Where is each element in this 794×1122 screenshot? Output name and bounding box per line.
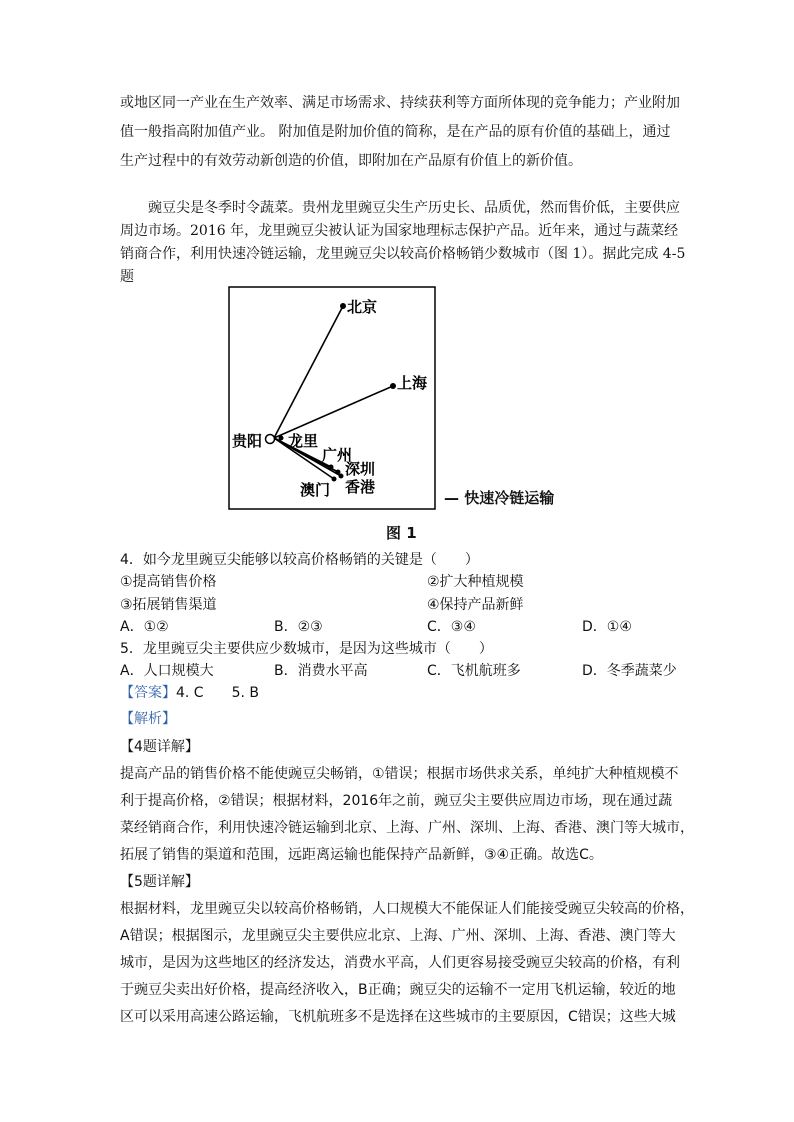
q4-option-c: C．③④ <box>427 619 476 635</box>
answer-label: 【答案】 <box>120 685 176 701</box>
guiyang-dot <box>266 435 275 444</box>
intro-line-3: 生产过程中的有效劳动新创造的价值，即附加在产品原有价值上的新价值。 <box>120 153 582 169</box>
q4-statement-4: ④保持产品新鲜 <box>427 597 524 613</box>
answer-line <box>120 682 259 702</box>
d4-line-2: 利于提高价格，②错误；根据材料，2016年之前，豌豆尖主要供应周边市场，现在通过蔬 <box>120 793 673 809</box>
route-shanghai <box>274 386 393 438</box>
route-beijing <box>274 306 343 438</box>
label-beijing: 北京 <box>347 298 378 316</box>
answer-text: 4. C 5. B <box>176 685 259 701</box>
d4-line-3: 菜经销商合作，利用快速冷链运输到北京、上海、广州、深圳、上海、香港、澳门等大城市， <box>120 820 694 836</box>
label-shanghai: 上海 <box>397 374 428 392</box>
d5-title: 【5题详解】 <box>120 874 199 890</box>
beijing-dot <box>340 303 346 309</box>
q4-option-a: A．①② <box>120 619 169 635</box>
macau-dot <box>332 477 337 482</box>
figure-caption: 图 1 <box>386 524 417 542</box>
q4-option-b: B．②③ <box>274 619 323 635</box>
q5-option-a: A．人口规模大 <box>120 663 214 679</box>
d5-line-3: 城市，是因为这些地区的经济发达，消费水平高，人们更容易接受豌豆尖较高的价格，有利 <box>120 955 680 971</box>
shanghai-dot <box>390 383 396 389</box>
d5-line-5: 区可以采用高速公路运输，飞机航班多不是选择在这些城市的主要原因，C错误；这些大城 <box>120 1009 676 1025</box>
d5-line-2: A错误；根据图示，龙里豌豆尖主要供应北京、上海、广州、深圳、上海、香港、澳门等大 <box>120 928 676 944</box>
shenzhen-dot <box>336 470 341 475</box>
material-line-2: 周边市场。2016 年，龙里豌豆尖被认证为国家地理标志保护产品。近年来，通过与蔬菜经 <box>120 223 679 239</box>
label-shenzhen: 深圳 <box>345 460 376 478</box>
q5-option-d: D．冬季蔬菜少 <box>582 663 677 679</box>
analysis-label: 【解析】 <box>120 711 176 727</box>
label-hongkong: 香港 <box>345 478 376 496</box>
intro-line-2: 值一般指高附加值产业。 附加值是附加价值的简称，是在产品的原有价值的基础上，通过 <box>120 124 671 140</box>
q4-stem: 4．如今龙里豌豆尖能够以较高价格畅销的关键是（ ） <box>120 552 479 568</box>
material-line-3: 销商合作，利用快速冷链运输，龙里豌豆尖以较高价格畅销少数城市（图 1）。据此完成 4-5 <box>120 246 686 262</box>
material-line-4: 题 <box>120 269 134 285</box>
label-guangzhou: 广州 <box>322 446 353 464</box>
d4-title: 【4题详解】 <box>120 739 199 755</box>
d5-line-1: 根据材料，龙里豌豆尖以较高价格畅销，人口规模大不能保证人们能接受豌豆尖较高的价格， <box>120 901 694 917</box>
label-guiyang: 贵阳 <box>232 432 263 450</box>
hongkong-dot <box>339 474 344 479</box>
q4-statement-3: ③拓展销售渠道 <box>120 597 217 613</box>
map-frame <box>229 287 435 509</box>
guangzhou-dot <box>329 465 334 470</box>
q4-option-d: D．①④ <box>582 619 632 635</box>
map-legend: — 快速冷链运输 <box>444 489 555 507</box>
cold-chain-map <box>228 286 438 512</box>
q5-stem: 5．龙里豌豆尖主要供应少数城市，是因为这些城市（ ） <box>120 641 493 657</box>
label-longli: 龙里 <box>288 432 319 450</box>
q5-option-b: B．消费水平高 <box>274 663 368 679</box>
q5-option-c: C．飞机航班多 <box>427 663 521 679</box>
q4-statement-2: ②扩大种植规模 <box>427 574 524 590</box>
d5-line-4: 于豌豆尖卖出好价格，提高经济收入，B正确；豌豆尖的运输不一定用飞机运输，较近的地 <box>120 982 676 998</box>
longli-dot <box>279 436 284 441</box>
intro-line-1: 或地区同一产业在生产效率、满足市场需求、持续获利等方面所体现的竞争能力；产业附加 <box>120 95 680 111</box>
material-line-1: 豌豆尖是冬季时令蔬菜。贵州龙里豌豆尖生产历史长、品质优，然而售价低，主要供应 <box>120 200 680 216</box>
q4-statement-1: ①提高销售价格 <box>120 574 217 590</box>
d4-line-4: 拓展了销售的渠道和范围，远距离运输也能保持产品新鲜，③④正确。故选C。 <box>120 847 603 863</box>
d4-line-1: 提高产品的销售价格不能使豌豆尖畅销，①错误；根据市场供求关系，单纯扩大种植规模不 <box>120 766 679 782</box>
label-macau: 澳门 <box>300 481 331 499</box>
